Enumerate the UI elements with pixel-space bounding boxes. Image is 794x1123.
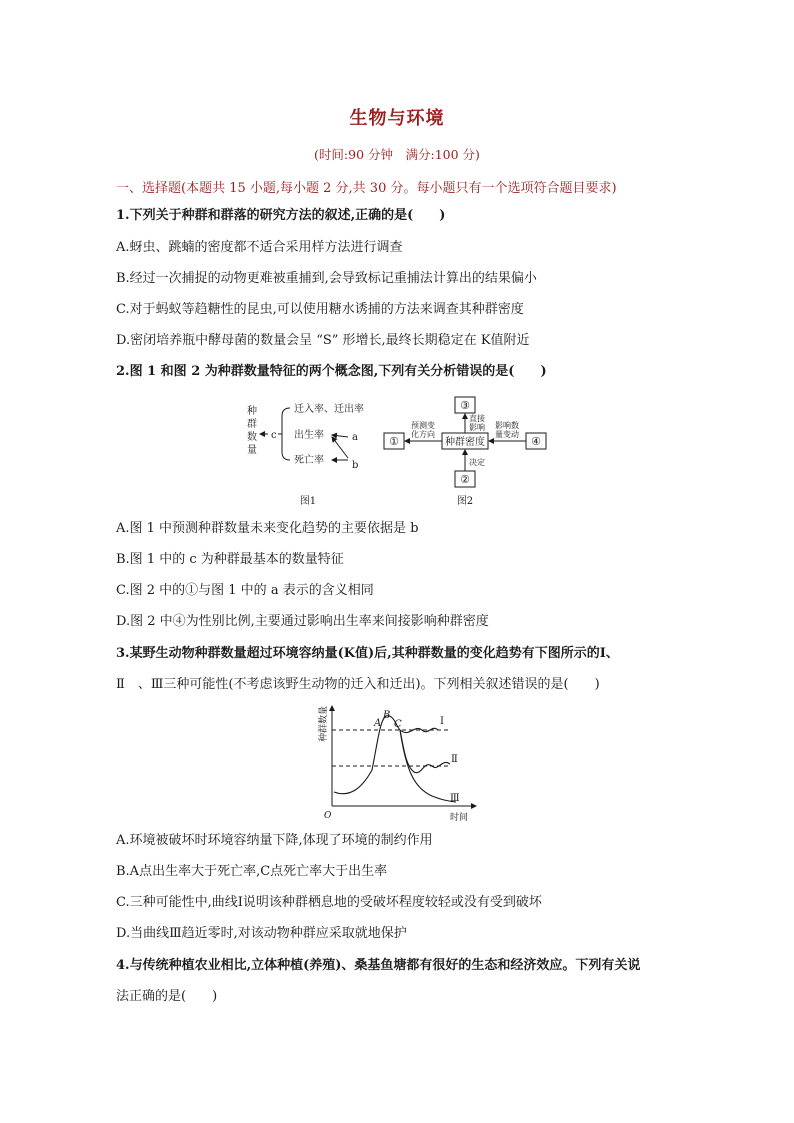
fig1-label-char-1: 种: [247, 406, 257, 417]
question-3-option-b: B.A点出生率大于死亡率,C点死亡率大于出生率: [116, 864, 388, 879]
question-3-option-c: C.三种可能性中,曲线Ⅰ说明该种群栖息地的受破坏程度较轻或没有受到破坏: [116, 895, 542, 910]
question-1-option-a: A.蚜虫、跳蝻的密度都不适合采用样方法进行调查: [116, 240, 403, 255]
question-3-option-d: D.当曲线Ⅲ趋近零时,对该动物种群应采取就地保护: [116, 926, 407, 941]
fig1-label-char-2: 群: [247, 419, 257, 430]
graph-point-b: B: [383, 710, 391, 721]
fig2-caption: 图2: [456, 496, 474, 507]
figure-3-population-graph: [310, 700, 480, 824]
graph-curve-label-3: Ⅲ: [450, 793, 460, 804]
question-2-option-d: D.图 2 中④为性别比例,主要通过影响出生率来间接影响种群密度: [116, 614, 489, 629]
question-3-stem-line-2: Ⅱ 、Ⅲ三种可能性(不考虑该野生动物的迁入和迁出)。下列相关叙述错误的是( ): [116, 677, 600, 692]
fig1-label-char-4: 量: [247, 445, 257, 456]
fig2-determine-label: 决定: [469, 458, 485, 467]
fig2-predict-line-2: 化方向: [411, 430, 435, 439]
question-2-option-b: B.图 1 中的 c 为种群最基本的数量特征: [116, 552, 344, 567]
fig1-caption: 图1: [299, 496, 317, 507]
question-2-option-a: A.图 1 中预测种群数量未来变化趋势的主要依据是 b: [116, 521, 419, 536]
question-1-option-c: C.对于蚂蚁等趋糖性的昆虫,可以使用糖水诱捕的方法来调查其种群密度: [116, 302, 524, 317]
section-heading: 一、选择题(本题共 15 小题,每小题 2 分,共 30 分。每小题只有一个选项符合题目要求): [116, 181, 617, 196]
fig1-label-c: c: [271, 430, 277, 441]
question-2-stem: 2.图 1 和图 2 为种群数量特征的两个概念图,下列有关分析错误的是( ): [116, 364, 547, 379]
graph-x-label: 时间: [450, 813, 469, 823]
figure-1-concept-map: [238, 400, 378, 516]
fig2-label-3: ③: [460, 399, 470, 412]
graph-y-label: 种群数量: [319, 705, 329, 742]
figure-2-concept-map: [380, 395, 550, 516]
graph-curve-label-2: Ⅱ: [451, 754, 458, 765]
fig2-predict-line-1: 预测变: [411, 421, 435, 430]
fig2-label-4: ④: [531, 435, 541, 448]
graph-origin: O: [324, 811, 332, 821]
graph-point-a: A: [374, 718, 382, 729]
fig2-label-1: ①: [389, 435, 399, 448]
question-3-option-a: A.环境被破坏时环境容纳量下降,体现了环境的制约作用: [116, 833, 433, 848]
question-2-option-c: C.图 2 中的①与图 1 中的 a 表示的含义相同: [116, 583, 374, 598]
fig1-label-a: a: [352, 432, 358, 443]
fig1-arrow-a: [332, 435, 348, 437]
question-3-stem-line-1: 3.某野生动物种群数量超过环境容纳量(K值)后,其种群数量的变化趋势有下图所示的Ⅰ、: [116, 646, 619, 661]
question-1-option-d: D.密闭培养瓶中酵母菌的数量会呈 “S” 形增长,最终长期稳定在 K值附近: [116, 333, 530, 348]
fig2-center-label: 种群密度: [445, 437, 485, 448]
fig2-direct-line-2: 影响: [469, 423, 485, 432]
fig1-label-char-3: 数: [247, 432, 257, 443]
fig1-item-death-rate: 死亡率: [294, 455, 324, 466]
fig2-affect-line-2: 量变动: [495, 430, 519, 439]
fig1-brace: [282, 408, 290, 460]
fig2-label-2: ②: [460, 473, 470, 486]
question-4-stem-line-2: 法正确的是( ): [116, 989, 218, 1004]
fig1-item-birth-rate: 出生率: [294, 430, 324, 441]
exam-time-score: (时间:90 分钟 满分:100 分): [314, 147, 480, 162]
fig1-label-b: b: [352, 460, 359, 471]
fig2-direct-line-1: 直接: [469, 414, 485, 423]
fig1-arrow-b-birth: [332, 437, 348, 458]
graph-curve-1: [334, 716, 438, 794]
question-1-stem: 1.下列关于种群和群落的研究方法的叙述,正确的是( ): [116, 208, 446, 223]
page-title: 生物与环境: [349, 108, 445, 129]
fig1-item-migration: 迁入率、迁出率: [294, 404, 364, 415]
question-1-option-b: B.经过一次捕捉的动物更难被重捕到,会导致标记重捕法计算出的结果偏小: [116, 271, 537, 286]
question-4-stem-line-1: 4.与传统种植农业相比,立体种植(养殖)、桑基鱼塘都有很好的生态和经济效应。下列有关说: [116, 958, 641, 973]
graph-curve-label-1: Ⅰ: [440, 716, 444, 727]
graph-point-c: C: [394, 719, 402, 730]
fig2-affect-line-1: 影响数: [495, 421, 519, 430]
